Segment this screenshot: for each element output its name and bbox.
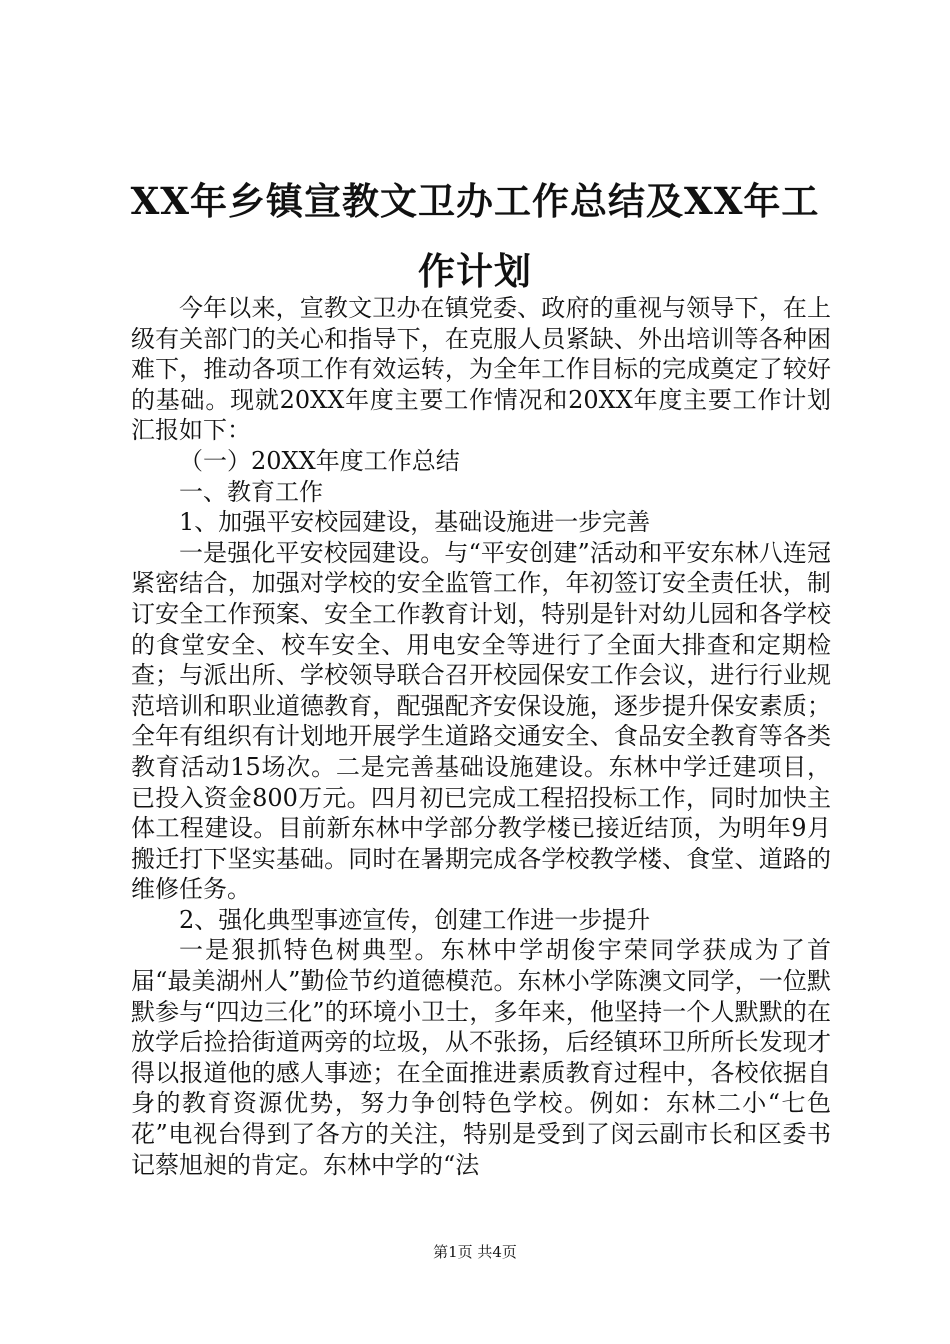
document-body	[131, 293, 831, 1180]
body-paragraph-publicity: 一是狠抓特色树典型。东林中学胡俊宇荣同学获成为了首届“最美湖州人”勤俭节约道德模范。东林小学陈澳文同学，一位默默参与“四边三化”的环境小卫士，多年来，他坚持一个人默默的在放学后捡拾街道两旁的垃圾，从不张扬，后经镇环卫所所长发现才得以报道他的感人事迹；在全面推进素质教育过程中，各校依据自身的教育资源优势，努力争创特色学校。例如：东林二小“七色花”电视台得到了各方的关注，特别是受到了闵云副市长和区委书记蔡旭昶的肯定。东林中学的“法	[131, 936, 831, 1179]
page-number-footer: 第1页 共4页	[433, 1243, 517, 1261]
section-heading-summary: （一）20XX年度工作总结	[179, 446, 460, 475]
subsection-heading-safe-campus: 1、加强平安校园建设，基础设施进一步完善	[179, 508, 651, 537]
subsection-heading-publicity: 2、强化典型事迹宣传，创建工作进一步提升	[179, 905, 651, 934]
document-title: XX年乡镇宣教文卫办工作总结及XX年工作计划	[130, 179, 820, 293]
body-paragraph-safe-campus: 一是强化平安校园建设。与“平安创建”活动和平安东林八连冠紧密结合，加强对学校的安全监管工作，年初签订安全责任状，制订安全工作预案、安全工作教育计划，特别是针对幼儿园和各学校的食堂安全、校车安全、用电安全等进行了全面大排查和定期检查；与派出所、学校领导联合召开校园保安工作会议，进行行业规范培训和职业道德教育，配强配齐安保设施，逐步提升保安素质；全年有组织有计划地开展学生道路交通安全、食品安全教育等各类教育活动15场次。二是完善基础设施建设。东林中学迁建项目，已投入资金800万元。四月初已完成工程招投标工作，同时加快主体工程建设。目前新东林中学部分教学楼已接近结顶，为明年9月搬迁打下坚实基础。同时在暑期完成各学校教学楼、食堂、道路的维修任务。	[131, 538, 831, 904]
section-heading-education: 一、教育工作	[179, 477, 323, 506]
intro-paragraph: 今年以来，宣教文卫办在镇党委、政府的重视与领导下，在上级有关部门的关心和指导下，在克服人员紧缺、外出培训等各种困难下，推动各项工作有效运转，为全年工作目标的完成奠定了较好的基础。现就20XX年度主要工作情况和20XX年度主要工作计划汇报如下：	[131, 294, 831, 445]
